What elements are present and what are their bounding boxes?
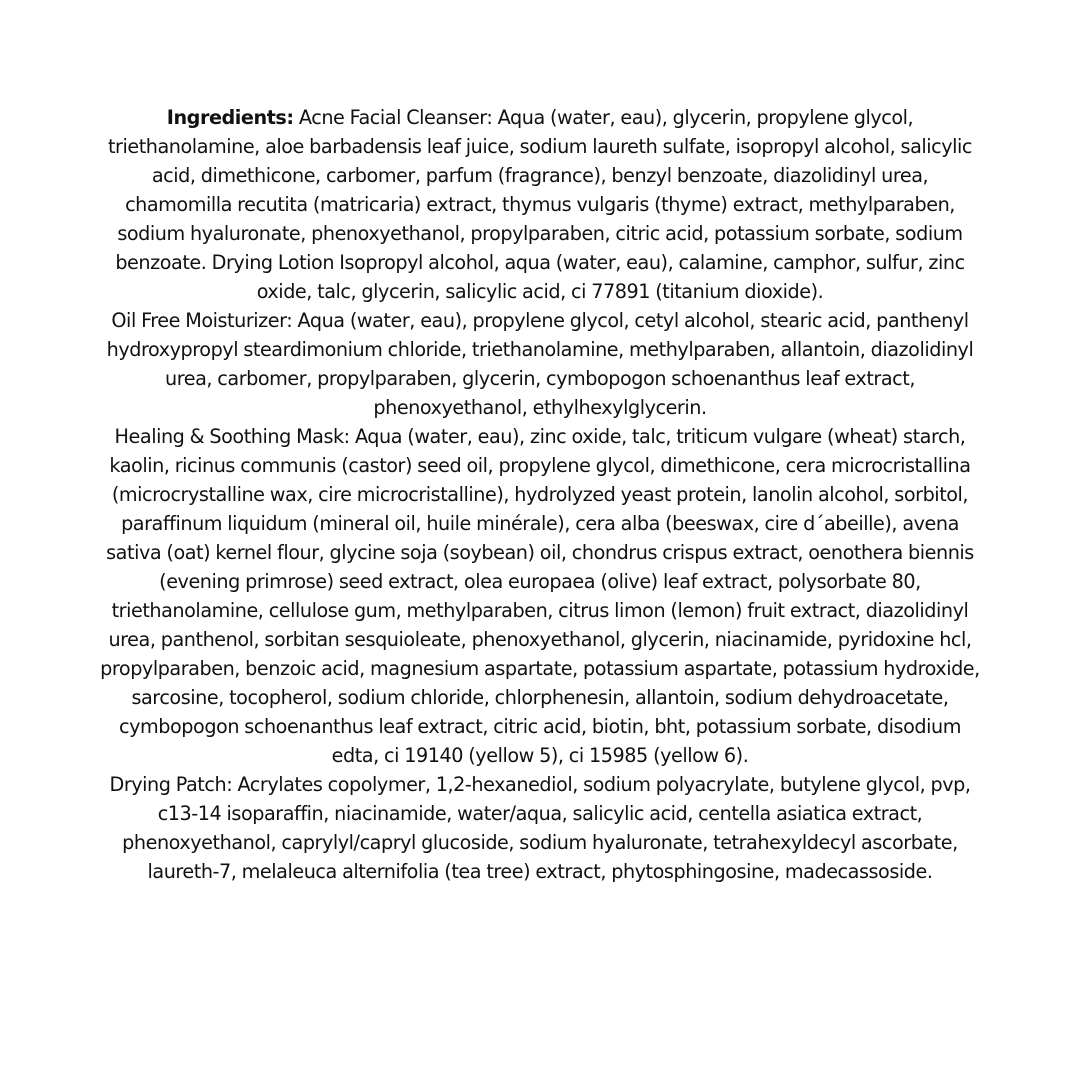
paragraph-text: Acne Facial Cleanser: Aqua (water, eau), glycerin, propylene glycol, triethanolamine, aloe barbadensis leaf juice, sodium laureth sulfate, isopropyl alcohol, salicylic acid, dimethicone, carbomer, parfum (fragrance), benzyl benzoate, diazolidinyl urea, chamomilla recutita (matricaria) extract, thymus vulgaris (thyme) extract, methylparaben, sodium hyaluronate, phenoxyethanol, propylparaben, citric acid, potassium sorbate, sodium benzoate. Drying Lotion Isopropyl alcohol, aqua (water, eau), calamine, camphor, sulfur, zinc oxide, talc, glycerin, salicylic acid, ci 77891 (titanium dioxide). (107, 106, 973, 303)
paragraph-acne-cleanser-drying-lotion (100, 103, 980, 306)
paragraph-drying-patch: Drying Patch: Acrylates copolymer, 1,2-hexanediol, sodium polyacrylate, butylene glycol, pvp, c13-14 isoparaffin, niacinamide, water/aqua, salicylic acid, centella asiatica extract, phenoxyethanol, caprylyl/capryl glucoside, sodium hyaluronate, tetrahexyldecyl ascorbate, laureth-7, melaleuca alternifolia (tea tree) extract, phytosphingosine, madecassoside. (109, 773, 971, 883)
ingredients-text-block (100, 103, 980, 886)
paragraph-oil-free-moisturizer: Oil Free Moisturizer: Aqua (water, eau), propylene glycol, cetyl alcohol, stearic acid, panthenyl hydroxypropyl steardimonium chloride, triethanolamine, methylparaben, allantoin, diazolidinyl urea, carbomer, propylparaben, glycerin, cymbopogon schoenanthus leaf extract, phenoxyethanol, ethylhexylglycerin. (106, 309, 974, 419)
paragraph-healing-soothing-mask: Healing & Soothing Mask: Aqua (water, eau), zinc oxide, talc, triticum vulgare (wheat) starch, kaolin, ricinus communis (castor) seed oil, propylene glycol, dimethicone, cera microcristallina (microcrystalline wax, cire microcristalline), hydrolyzed yeast protein, lanolin alcohol, sorbitol, paraffinum liquidum (mineral oil, huile minérale), cera alba (beeswax, cire d´abeille), avena sativa (oat) kernel flour, glycine soja (soybean) oil, chondrus crispus extract, oenothera biennis (evening primrose) seed extract, olea europaea (olive) leaf extract, polysorbate 80, triethanolamine, cellulose gum, methylparaben, citrus limon (lemon) fruit extract, diazolidinyl urea, panthenol, sorbitan sesquioleate, phenoxyethanol, glycerin, niacinamide, pyridoxine hcl, propylparaben, benzoic acid, magnesium aspartate, potassium aspartate, potassium hydroxide, sarcosine, tocopherol, sodium chloride, chlorphenesin, allantoin, sodium dehydroacetate, cymbopogon schoenanthus leaf extract, citric acid, biotin, bht, potassium sorbate, disodium edta, ci 19140 (yellow 5), ci 15985 (yellow 6). (100, 425, 980, 767)
ingredients-heading: Ingredients: (166, 106, 294, 129)
